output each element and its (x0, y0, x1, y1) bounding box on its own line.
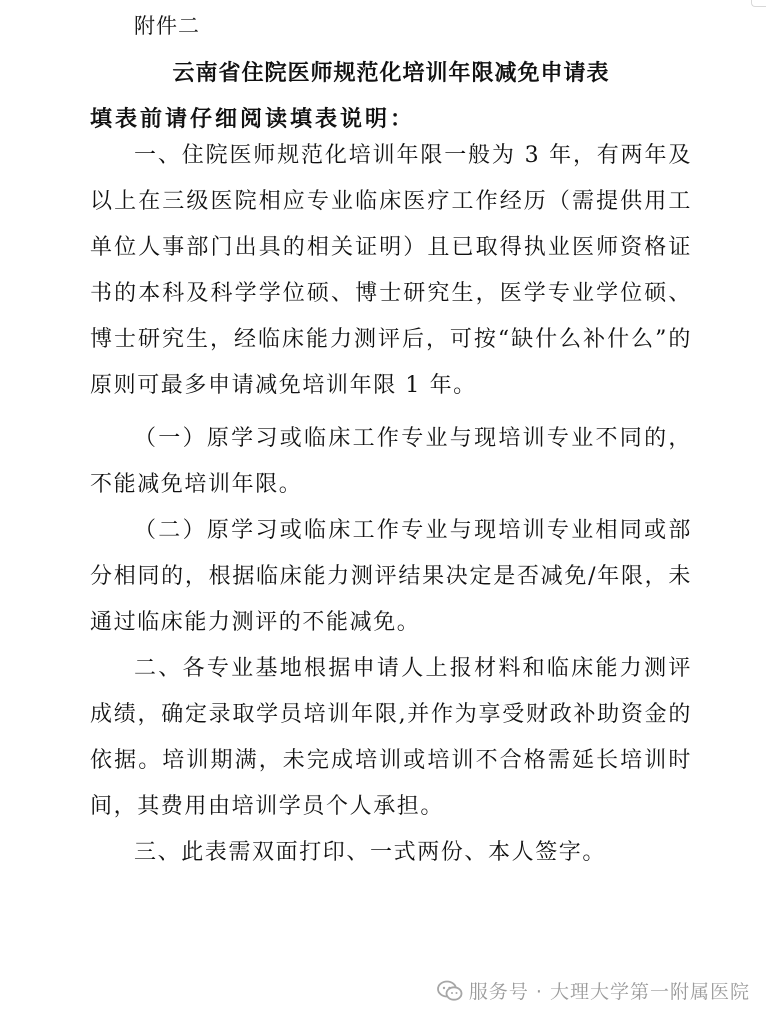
watermark-text: 服务号 · 大理大学第一附属医院 (468, 981, 750, 1003)
watermark (437, 977, 750, 1004)
corner-mark (751, 0, 766, 7)
instruction-paragraph-1: 一、住院医师规范化培训年限一般为 3 年，有两年及以上在三级医院相应专业临床医疗工作经历（需提供用工单位人事部门出具的相关证明）且已取得执业医师资格证书的本科及科学学位硕、博士研究生，医学专业学位硕、博士研究生，经临床能力测评后，可按“缺什么补什么”的原则可最多申请减免培训年限 1 年。 (90, 143, 692, 398)
attachment-label: 附件二 (134, 14, 200, 38)
instruction-paragraph-3: （二）原学习或临床工作专业与现培训专业相同或部分相同的，根据临床能力测评结果决定是否减免/年限，未通过临床能力测评的不能减免。 (90, 518, 692, 635)
document-title: 云南省住院医师规范化培训年限减免申请表 (172, 60, 610, 86)
instruction-paragraph-4: 二、各专业基地根据申请人上报材料和临床能力测评成绩，确定录取学员培训年限,并作为享受财政补助资金的依据。培训期满，未完成培训或培训不合格需延长培训时间，其费用由培训学员个人承担。 (90, 656, 692, 819)
instruction-paragraph-5: 三、此表需双面打印、一式两份、本人签字。 (134, 840, 607, 865)
instructions-heading: 填表前请仔细阅读填表说明： (90, 106, 416, 132)
wechat-icon (437, 980, 463, 1002)
instruction-paragraph-2: （一）原学习或临床工作专业与现培训专业不同的，不能减免培训年限。 (90, 426, 692, 497)
